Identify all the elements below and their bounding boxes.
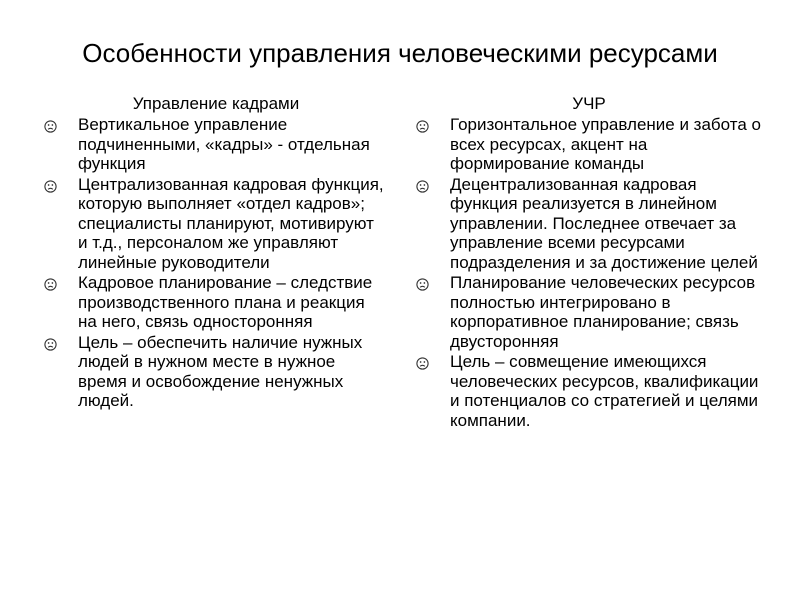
sad-face-icon [416,180,429,193]
column-header: УЧР [572,94,606,113]
sad-face-icon [416,357,429,370]
list-item [44,333,388,411]
list-item-text: Планирование человеческих ресурсов полностью интегрировано в корпоративное планирование; связь двусторонняя [450,273,756,351]
list-item [44,115,388,174]
sad-face-icon [44,338,57,351]
list-item-text: Горизонтальное управление и забота о всех ресурсах, акцент на формирование команды [450,115,761,173]
list-item [44,175,388,273]
sad-face-icon [416,278,429,291]
list-item-text: Централизованная кадровая функция, которую выполняет «отдел кадров»; специалисты планируют, мотивируют и т.д., персоналом же управляют линейные руководители [78,174,384,272]
list-item-text: Цель – обеспечить наличие нужных людей в нужном месте в нужное время и освобождение ненужных людей. [78,332,363,410]
column-hr-management [44,94,388,412]
bullet-list [416,115,762,430]
sad-face-icon [44,278,57,291]
list-item [416,352,762,430]
list-item [416,273,762,351]
list-item-text: Кадровое планирование – следствие производственного плана и реакция на него, связь односторонняя [78,273,373,331]
slide-title: Особенности управления человеческими ресурсами [82,38,718,68]
bullet-list [44,115,388,411]
list-item [44,273,388,332]
list-item [416,115,762,174]
column-header: Управление кадрами [132,94,300,113]
sad-face-icon [44,120,57,133]
sad-face-icon [44,180,57,193]
sad-face-icon [416,120,429,133]
list-item-text: Децентрализованная кадровая функция реализуется в линейном управлении. Последнее отвечает за управление всеми ресурсами подразделения и за достижение целей [450,174,758,272]
list-item-text: Цель – совмещение имеющихся человеческих ресурсов, квалификации и потенциалов со стратегией и целями компании. [450,352,759,430]
column-hrm [416,94,762,431]
list-item [416,175,762,273]
list-item-text: Вертикальное управление подчиненными, «кадры» - отдельная функция [78,115,370,173]
